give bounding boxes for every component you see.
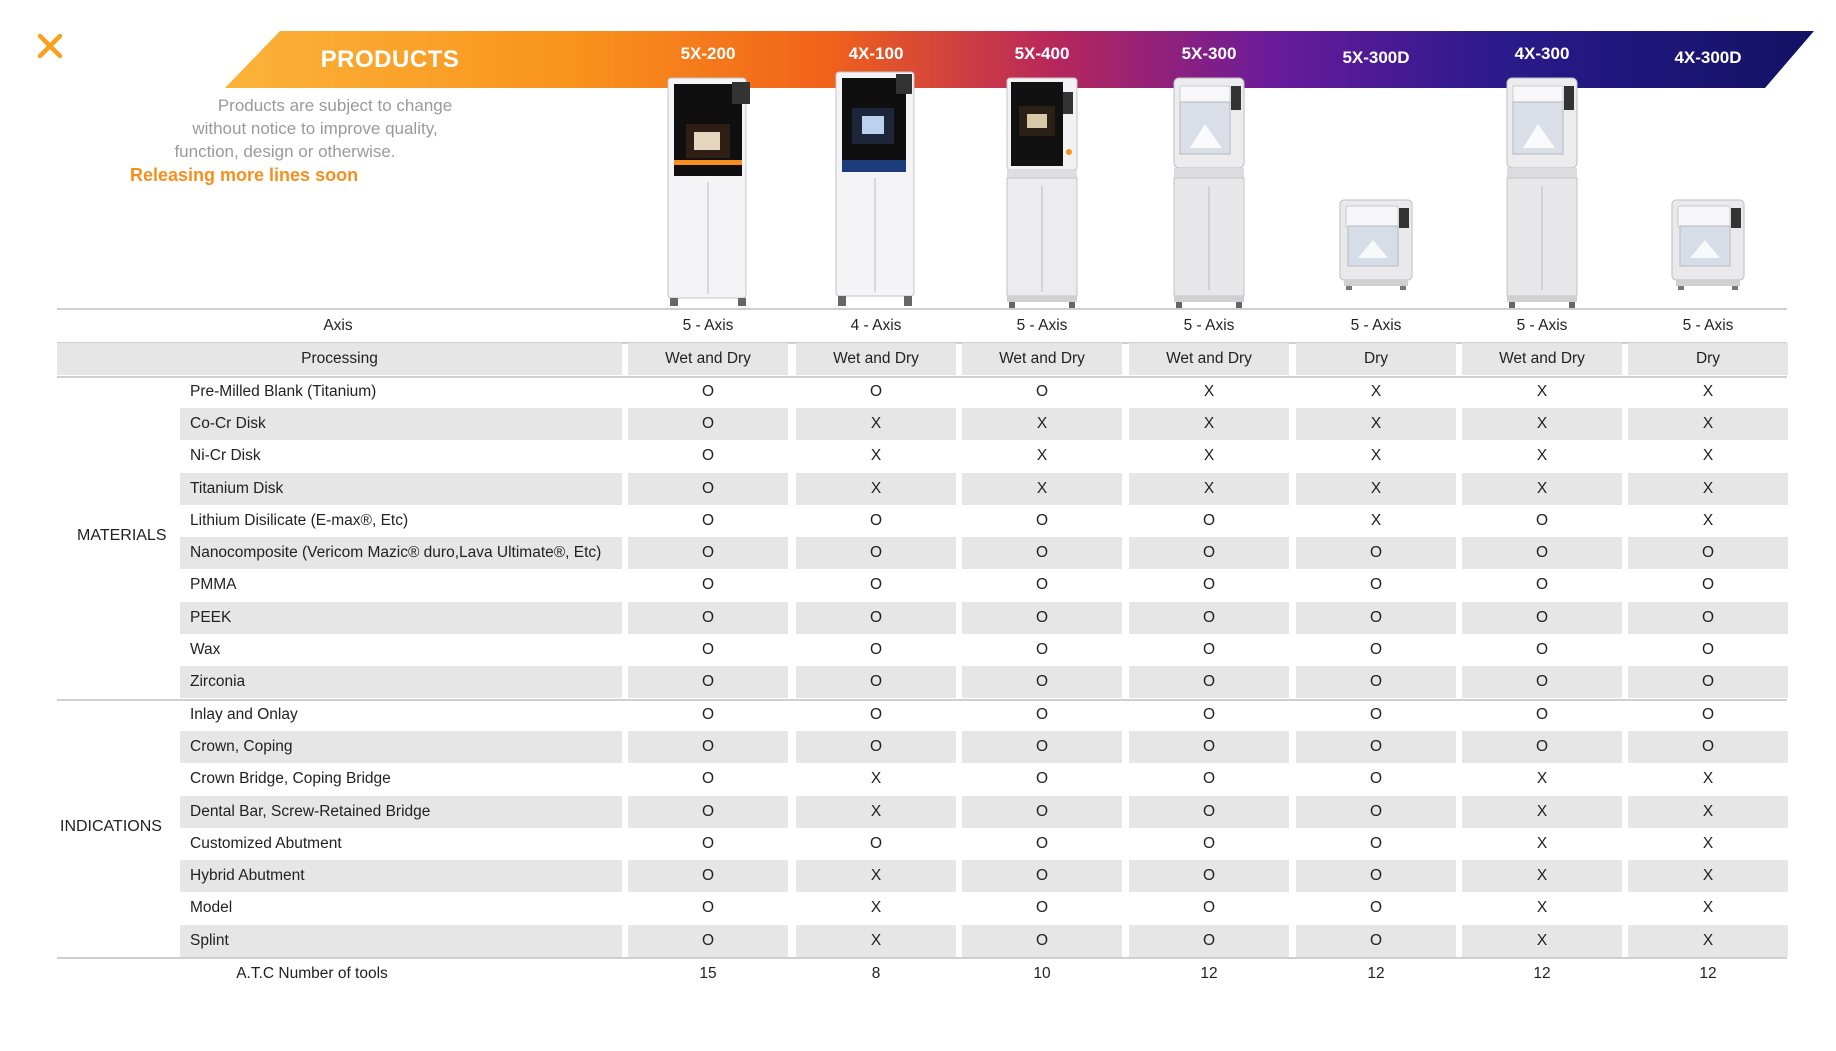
value-cell: O xyxy=(796,731,956,763)
value-cell: O xyxy=(962,925,1122,957)
value-cell: 5 - Axis xyxy=(1183,317,1235,334)
value-cell: O xyxy=(1628,731,1788,763)
model-name: 5X-200 xyxy=(680,44,736,63)
materials-group-label: MATERIALS xyxy=(77,527,167,545)
value-cell: X xyxy=(1370,511,1382,529)
indication-row xyxy=(57,731,1787,763)
row-label: Splint xyxy=(180,925,622,957)
value-cell: O xyxy=(962,666,1122,698)
value-cell: O xyxy=(1296,537,1456,569)
value-cell: O xyxy=(1535,576,1549,594)
value-cell: O xyxy=(1129,666,1289,698)
value-cell: X xyxy=(1628,473,1788,505)
value-cell: X xyxy=(796,473,956,505)
model-name: 5X-300 xyxy=(1181,44,1237,63)
row-label: Ni-Cr Disk xyxy=(190,447,261,465)
value-cell: 5 - Axis xyxy=(1516,317,1568,334)
notice-line: function, design or otherwise. xyxy=(174,142,396,161)
value-cell: O xyxy=(1035,834,1049,852)
value-cell: O xyxy=(1129,860,1289,892)
value-cell: O xyxy=(1369,641,1383,658)
value-cell: X xyxy=(1462,408,1622,440)
value-cell: O xyxy=(1129,925,1289,957)
value-cell: O xyxy=(869,511,883,529)
material-row xyxy=(57,408,1787,440)
value-cell: O xyxy=(701,576,715,594)
row-label: Model xyxy=(190,899,233,917)
value-cell: O xyxy=(962,731,1122,763)
row-label: Nanocomposite (Vericom Mazic® duro,Lava Ultimate®, Etc) xyxy=(180,537,622,569)
value-cell: O xyxy=(1296,925,1456,957)
value-cell: X xyxy=(1462,860,1622,892)
value-cell: O xyxy=(1202,511,1216,529)
indication-row xyxy=(57,892,1787,924)
value-cell: 8 xyxy=(871,965,881,982)
value-cell: 12 xyxy=(1367,965,1385,982)
notice-text xyxy=(140,94,470,163)
value-cell: X xyxy=(1702,447,1714,465)
value-cell: X xyxy=(796,860,956,892)
value-cell: O xyxy=(701,899,715,917)
value-cell: X xyxy=(1203,382,1215,400)
value-cell: O xyxy=(628,731,788,763)
row-label: Processing xyxy=(57,343,622,375)
value-cell: X xyxy=(1370,447,1382,465)
value-cell: X xyxy=(870,899,882,917)
value-cell: X xyxy=(796,925,956,957)
value-cell: Dry xyxy=(1296,343,1456,375)
value-cell: O xyxy=(796,537,956,569)
row-label: Co-Cr Disk xyxy=(180,408,622,440)
value-cell: O xyxy=(1202,705,1216,723)
value-cell: O xyxy=(796,666,956,698)
value-cell: O xyxy=(1129,602,1289,634)
row-label: A.T.C Number of tools xyxy=(236,965,388,982)
value-cell: O xyxy=(628,408,788,440)
model-name: 4X-300D xyxy=(1674,48,1742,67)
material-row xyxy=(57,537,1787,569)
value-cell: O xyxy=(869,382,883,400)
row-label: Titanium Disk xyxy=(180,473,622,505)
value-cell: Dry xyxy=(1628,343,1788,375)
material-row xyxy=(57,569,1787,601)
value-cell: X xyxy=(1129,473,1289,505)
row-label: Crown, Coping xyxy=(180,731,622,763)
value-cell: O xyxy=(1202,641,1216,658)
value-cell: O xyxy=(1296,796,1456,828)
value-cell: X xyxy=(1296,408,1456,440)
material-row xyxy=(57,602,1787,634)
value-cell: O xyxy=(1035,382,1049,400)
model-name: 5X-300D xyxy=(1342,48,1410,67)
value-cell: X xyxy=(870,447,882,465)
material-row xyxy=(57,376,1787,408)
value-cell: O xyxy=(1369,770,1383,788)
value-cell: O xyxy=(962,602,1122,634)
value-cell: O xyxy=(1035,705,1049,723)
model-name: 4X-100 xyxy=(848,44,904,63)
axis-row xyxy=(57,310,1787,342)
value-cell: O xyxy=(1535,641,1549,658)
value-cell: 5 - Axis xyxy=(1350,317,1402,334)
row-label: Wax xyxy=(190,641,221,658)
value-cell: X xyxy=(796,408,956,440)
value-cell: 5 - Axis xyxy=(1016,317,1068,334)
machine-image xyxy=(1668,196,1748,291)
value-cell: O xyxy=(628,796,788,828)
indication-row xyxy=(57,925,1787,957)
row-label: Inlay and Onlay xyxy=(190,705,298,723)
value-cell: X xyxy=(1702,899,1714,917)
value-cell: X xyxy=(1536,382,1548,400)
value-cell: O xyxy=(869,576,883,594)
value-cell: O xyxy=(1701,576,1715,594)
release-notice: Releasing more lines soon xyxy=(130,165,359,185)
row-label: PMMA xyxy=(190,576,237,594)
value-cell: X xyxy=(1702,834,1714,852)
value-cell: X xyxy=(1702,770,1714,788)
row-label: Zirconia xyxy=(180,666,622,698)
value-cell: O xyxy=(701,382,715,400)
value-cell: O xyxy=(628,925,788,957)
value-cell: X xyxy=(1702,511,1714,529)
indication-row xyxy=(57,699,1787,731)
material-row xyxy=(57,473,1787,505)
value-cell: O xyxy=(628,666,788,698)
indications-group-label: INDICATIONS xyxy=(60,817,162,835)
machine-image xyxy=(1168,74,1250,309)
machine-image xyxy=(1001,74,1083,309)
value-cell: O xyxy=(1369,705,1383,723)
value-cell: O xyxy=(701,511,715,529)
value-cell: X xyxy=(1296,473,1456,505)
value-cell: O xyxy=(628,860,788,892)
value-cell: X xyxy=(1628,796,1788,828)
page-title: PRODUCTS xyxy=(320,46,460,73)
value-cell: O xyxy=(1129,796,1289,828)
material-row xyxy=(57,505,1787,537)
notice-line: Products are subject to change xyxy=(217,96,453,115)
value-cell: O xyxy=(1369,576,1383,594)
value-cell: O xyxy=(1296,731,1456,763)
value-cell: 5 - Axis xyxy=(682,317,734,334)
value-cell: 10 xyxy=(1033,965,1051,982)
value-cell: O xyxy=(1701,705,1715,723)
value-cell: X xyxy=(962,473,1122,505)
value-cell: 12 xyxy=(1699,965,1717,982)
row-label: Hybrid Abutment xyxy=(180,860,622,892)
value-cell: O xyxy=(796,602,956,634)
value-cell: X xyxy=(1370,382,1382,400)
value-cell: O xyxy=(1035,641,1049,658)
value-cell: O xyxy=(1129,537,1289,569)
row-label: Customized Abutment xyxy=(190,834,342,852)
value-cell: O xyxy=(1628,602,1788,634)
value-cell: X xyxy=(1702,382,1714,400)
value-cell: Wet and Dry xyxy=(1462,343,1622,375)
value-cell: O xyxy=(1202,834,1216,852)
model-name: 4X-300 xyxy=(1514,44,1570,63)
value-cell: X xyxy=(1536,899,1548,917)
value-cell: O xyxy=(1296,860,1456,892)
machine-image xyxy=(830,68,922,308)
value-cell: O xyxy=(869,641,883,658)
value-cell: O xyxy=(701,770,715,788)
value-cell: O xyxy=(962,796,1122,828)
value-cell: X xyxy=(1462,925,1622,957)
value-cell: X xyxy=(1628,860,1788,892)
value-cell: X xyxy=(962,408,1122,440)
value-cell: O xyxy=(1035,770,1049,788)
tools-row xyxy=(57,958,1787,990)
machine-image xyxy=(1501,74,1583,309)
indication-row xyxy=(57,828,1787,860)
value-cell: X xyxy=(1628,408,1788,440)
value-cell: O xyxy=(1628,537,1788,569)
value-cell: O xyxy=(1129,731,1289,763)
indication-row xyxy=(57,763,1787,795)
value-cell: O xyxy=(869,834,883,852)
value-cell: O xyxy=(1369,834,1383,852)
value-cell: O xyxy=(1202,770,1216,788)
value-cell: O xyxy=(1462,602,1622,634)
indication-row xyxy=(57,796,1787,828)
value-cell: O xyxy=(1035,576,1049,594)
value-cell: O xyxy=(1202,576,1216,594)
value-cell: O xyxy=(962,537,1122,569)
machine-image xyxy=(1336,196,1416,291)
value-cell: 12 xyxy=(1200,965,1218,982)
row-label: Crown Bridge, Coping Bridge xyxy=(190,770,391,788)
value-cell: O xyxy=(1628,666,1788,698)
machine-image xyxy=(662,74,754,309)
value-cell: O xyxy=(628,537,788,569)
value-cell: O xyxy=(1035,899,1049,917)
model-name: 5X-400 xyxy=(1014,44,1070,63)
row-label: Pre-Milled Blank (Titanium) xyxy=(190,382,377,400)
value-cell: O xyxy=(1296,602,1456,634)
value-cell: O xyxy=(1462,537,1622,569)
value-cell: O xyxy=(1462,666,1622,698)
value-cell: O xyxy=(962,860,1122,892)
value-cell: X xyxy=(1462,473,1622,505)
value-cell: O xyxy=(1535,705,1549,723)
material-row xyxy=(57,666,1787,698)
material-row xyxy=(57,634,1787,666)
material-row xyxy=(57,440,1787,472)
value-cell: Wet and Dry xyxy=(962,343,1122,375)
value-cell: X xyxy=(1036,447,1048,465)
value-cell: X xyxy=(1203,447,1215,465)
processing-row xyxy=(57,343,1787,375)
indication-row xyxy=(57,860,1787,892)
value-cell: 4 - Axis xyxy=(850,317,902,334)
value-cell: X xyxy=(1536,770,1548,788)
value-cell: Wet and Dry xyxy=(628,343,788,375)
notice-line: without notice to improve quality, xyxy=(192,119,438,138)
value-cell: 5 - Axis xyxy=(1682,317,1734,334)
row-label: Axis xyxy=(323,317,353,334)
value-cell: O xyxy=(701,834,715,852)
value-cell: O xyxy=(628,473,788,505)
value-cell: Wet and Dry xyxy=(1129,343,1289,375)
row-label: PEEK xyxy=(180,602,622,634)
value-cell: O xyxy=(628,602,788,634)
value-cell: O xyxy=(1296,666,1456,698)
value-cell: O xyxy=(1462,731,1622,763)
value-cell: O xyxy=(1202,899,1216,917)
value-cell: 15 xyxy=(699,965,717,982)
value-cell: Wet and Dry xyxy=(796,343,956,375)
value-cell: X xyxy=(1628,925,1788,957)
value-cell: O xyxy=(1369,899,1383,917)
value-cell: X xyxy=(870,770,882,788)
row-label: Dental Bar, Screw-Retained Bridge xyxy=(180,796,622,828)
value-cell: X xyxy=(1536,447,1548,465)
value-cell: O xyxy=(869,705,883,723)
value-cell: O xyxy=(701,447,715,465)
value-cell: X xyxy=(796,796,956,828)
value-cell: X xyxy=(1462,796,1622,828)
value-cell: 12 xyxy=(1533,965,1551,982)
value-cell: O xyxy=(701,705,715,723)
value-cell: X xyxy=(1536,834,1548,852)
value-cell: O xyxy=(1535,511,1549,529)
value-cell: X xyxy=(1129,408,1289,440)
row-label: Lithium Disilicate (E-max®, Etc) xyxy=(190,511,409,529)
value-cell: O xyxy=(701,641,715,658)
value-cell: O xyxy=(1701,641,1715,658)
value-cell: O xyxy=(1035,511,1049,529)
